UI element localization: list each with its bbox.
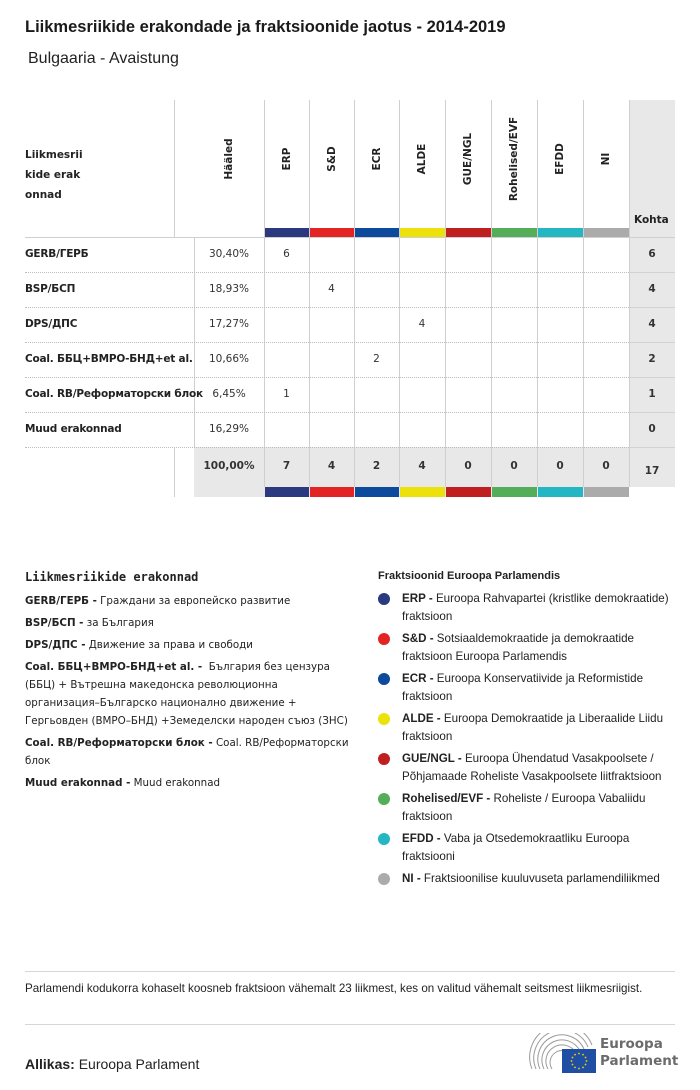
- party-column-header: Liikmesriikide erakonnad: [25, 149, 83, 201]
- group-legend-abbr: NI -: [402, 872, 421, 885]
- group-legend-item: [378, 670, 678, 706]
- group-color-bar: [400, 228, 445, 237]
- party-legend-item: [25, 774, 350, 792]
- group-header-guengl: GUE/NGL: [462, 132, 474, 186]
- divider: [25, 1024, 675, 1025]
- row-separator: [629, 447, 675, 448]
- group-legend-abbr: ALDE -: [402, 712, 441, 725]
- row-separator: [629, 272, 675, 273]
- group-total-seats: 4: [418, 460, 426, 472]
- group-color-bar: [584, 228, 629, 237]
- row-separator: [25, 342, 629, 343]
- party-legend-abbr: GERB/ГЕРБ -: [25, 595, 97, 607]
- party-legend-item: [25, 592, 350, 610]
- votes-value: 6,45%: [212, 387, 246, 400]
- group-legend-abbr: EFDD -: [402, 832, 441, 845]
- column-divider: [445, 100, 446, 487]
- group-color-bar: [400, 487, 445, 497]
- party-name: DPS/ДПС: [25, 317, 78, 330]
- source-value: Euroopa Parlament: [78, 1056, 200, 1072]
- party-legend-abbr: DPS/ДПС -: [25, 639, 86, 651]
- seats-column-header: Kohta: [634, 214, 669, 226]
- group-total-seats: 2: [372, 460, 381, 472]
- row-separator: [629, 377, 675, 378]
- group-legend-abbr: Rohelised/EVF -: [402, 792, 491, 805]
- group-color-bar: [492, 487, 537, 497]
- party-legend-abbr: BSP/БСП -: [25, 617, 84, 629]
- group-color-dot-icon: [378, 713, 390, 725]
- group-legend-desc: Euroopa Konservatiivide ja Reformistide fraktsioon: [402, 672, 644, 703]
- column-divider: [491, 100, 492, 487]
- footnote: Parlamendi kodukorra kohaselt koosneb fraktsioon vähemalt 23 liikmest, kes on valitud vähemalt seitsmest liikmesriigist.: [25, 982, 643, 995]
- group-legend-desc: Vaba ja Otsedemokraatliku Euroopa fraktsiooni: [402, 832, 630, 863]
- seat-count: 4: [418, 317, 426, 330]
- column-divider: [537, 100, 538, 487]
- column-divider: [264, 100, 265, 487]
- group-color-bar: [446, 228, 491, 237]
- page-title: Liikmesriikide erakondade ja fraktsioonide jaotus - 2014-2019: [25, 18, 506, 36]
- source-label: Allikas:: [25, 1056, 75, 1072]
- group-legend-desc: Euroopa Demokraatide ja Liberaalide Liidu fraktsioon: [402, 712, 664, 743]
- group-legend-desc: Sotsiaaldemokraatide ja demokraatide fraktsioon Euroopa Parlamendis: [402, 632, 635, 663]
- column-divider: [174, 447, 175, 497]
- seat-count: 6: [283, 247, 290, 260]
- group-legend-abbr: ECR -: [402, 672, 434, 685]
- party-legend-abbr: Muud erakonnad -: [25, 777, 131, 789]
- party-legend-heading: Liikmesriikide erakonnad: [25, 570, 199, 584]
- european-parliament-logo: [528, 1033, 678, 1075]
- group-color-dot-icon: [378, 793, 390, 805]
- logo-line-1: Euroopa: [600, 1036, 663, 1052]
- group-total-seats: 0: [602, 460, 610, 472]
- row-separator: [25, 447, 629, 448]
- logo-text: [600, 1036, 678, 1070]
- source-line: [25, 1056, 199, 1072]
- group-color-bar: [492, 228, 537, 237]
- group-header-erp: ERP: [280, 147, 293, 171]
- party-legend-item: [25, 658, 350, 730]
- votes-column-header: Hääled: [223, 138, 235, 180]
- party-legend-abbr: Coal. RB/Реформаторски блок -: [25, 737, 213, 749]
- column-divider: [583, 100, 584, 487]
- group-legend-item: [378, 630, 678, 666]
- party-legend-desc: за България: [86, 617, 154, 629]
- group-total-seats: 4: [327, 460, 336, 472]
- group-color-bar: [265, 228, 309, 237]
- group-color-bar: [265, 487, 309, 497]
- party-legend: [25, 570, 350, 796]
- votes-value: 18,93%: [208, 282, 250, 295]
- page-subtitle: Bulgaaria - Avaistung: [28, 50, 179, 67]
- party-name: Muud erakonnad: [25, 422, 122, 435]
- row-separator: [629, 412, 675, 413]
- row-separator: [629, 307, 675, 308]
- seat-distribution-table: [0, 0, 700, 520]
- group-legend-item: [378, 870, 678, 888]
- group-color-dot-icon: [378, 753, 390, 765]
- party-legend-desc: Muud erakonnad: [133, 777, 221, 789]
- group-header-sd: S&D: [325, 146, 338, 172]
- votes-total: 100,00%: [203, 460, 255, 472]
- logo-line-2: Parlament: [600, 1053, 679, 1069]
- group-color-bar: [538, 228, 583, 237]
- row-total-seats: 2: [648, 352, 656, 365]
- seat-count: 1: [283, 387, 290, 400]
- group-color-dot-icon: [378, 833, 390, 845]
- group-header-ni: NI: [600, 152, 612, 166]
- seat-count: 2: [373, 352, 380, 365]
- group-legend-item: [378, 750, 678, 786]
- row-separator: [25, 307, 629, 308]
- votes-value: 17,27%: [208, 317, 250, 330]
- group-legend-abbr: GUE/NGL -: [402, 752, 462, 765]
- hemicycle-flag-icon: [528, 1033, 598, 1075]
- column-divider: [174, 100, 175, 237]
- group-color-dot-icon: [378, 593, 390, 605]
- party-legend-desc: Coal. RB/Реформаторски блок: [25, 737, 352, 767]
- party-legend-item: [25, 734, 350, 770]
- group-legend-heading: Fraktsioonid Euroopa Parlamendis: [378, 570, 561, 582]
- group-total-seats: 7: [282, 460, 291, 472]
- party-legend-desc: Движение за права и свободи: [88, 639, 253, 651]
- group-color-bar: [446, 487, 491, 497]
- row-total-seats: 0: [648, 422, 656, 435]
- seat-count: 4: [328, 282, 335, 295]
- group-total-seats: 0: [556, 460, 564, 472]
- group-legend-desc: Roheliste / Euroopa Vabaliidu fraktsioon: [402, 792, 646, 823]
- party-legend-item: [25, 614, 350, 632]
- column-divider: [399, 100, 400, 487]
- group-color-bar: [355, 228, 399, 237]
- group-header-efdd: EFDD: [554, 143, 566, 175]
- party-name: Coal. ББЦ+ВМРО-БНД+et al.: [25, 352, 193, 365]
- party-name: BSP/БСП: [25, 282, 76, 295]
- row-total-seats: 4: [648, 282, 656, 295]
- divider: [25, 971, 675, 972]
- group-legend-item: [378, 590, 678, 626]
- row-total-seats: 4: [648, 317, 656, 330]
- group-legend-desc: Euroopa Ühendatud Vasakpoolsete / Põhjamaade Roheliste Vasakpoolsete liitfraktsioon: [402, 752, 662, 783]
- row-total-seats: 1: [648, 387, 656, 400]
- votes-value: 30,40%: [208, 247, 250, 260]
- group-color-bar: [355, 487, 399, 497]
- group-color-dot-icon: [378, 633, 390, 645]
- group-legend-item: [378, 710, 678, 746]
- votes-value: 16,29%: [208, 422, 250, 435]
- party-legend-desc: България без цензура (ББЦ) + Вътрешна македонска революционна организация–Българско национално движение + Гергьовден (ВМРО–БНД) +Земеделски народен съюз (ЗНС): [25, 661, 348, 727]
- group-total-seats: 0: [464, 460, 472, 472]
- group-color-bar: [538, 487, 583, 497]
- group-header-rohelisedevf: Rohelised/EVF: [508, 116, 520, 202]
- group-legend-abbr: ERP -: [402, 592, 433, 605]
- group-legend-abbr: S&D -: [402, 632, 434, 645]
- party-name: GERB/ГЕРБ: [25, 247, 89, 260]
- group-color-bar: [584, 487, 629, 497]
- group-legend-desc: Euroopa Rahvapartei (kristlike demokraatide) fraktsioon: [402, 592, 669, 623]
- party-legend-abbr: Coal. ББЦ+ВМРО-БНД+et al. -: [25, 661, 203, 673]
- group-legend-item: [378, 830, 678, 866]
- group-header-ecr: ECR: [370, 147, 383, 171]
- group-legend-desc: Fraktsioonilise kuuluvuseta parlamendiliikmed: [423, 872, 660, 885]
- group-color-bar: [310, 487, 354, 497]
- row-separator: [25, 377, 629, 378]
- row-separator: [629, 342, 675, 343]
- group-header-alde: ALDE: [416, 143, 428, 175]
- party-name: Coal. RB/Реформаторски блок: [25, 387, 203, 400]
- row-total-seats: 6: [648, 247, 656, 260]
- party-legend-desc: Граждани за европейско развитие: [100, 595, 291, 607]
- header-rule: [25, 237, 675, 238]
- group-legend-item: [378, 790, 678, 826]
- group-legend: [378, 570, 678, 892]
- party-legend-item: [25, 636, 350, 654]
- row-separator: [25, 272, 629, 273]
- group-color-bar: [310, 228, 354, 237]
- column-divider: [354, 100, 355, 487]
- grand-total-seats: 17: [644, 465, 660, 477]
- votes-value: 10,66%: [208, 352, 250, 365]
- group-total-seats: 0: [510, 460, 518, 472]
- group-color-dot-icon: [378, 673, 390, 685]
- group-color-dot-icon: [378, 873, 390, 885]
- row-separator: [25, 412, 629, 413]
